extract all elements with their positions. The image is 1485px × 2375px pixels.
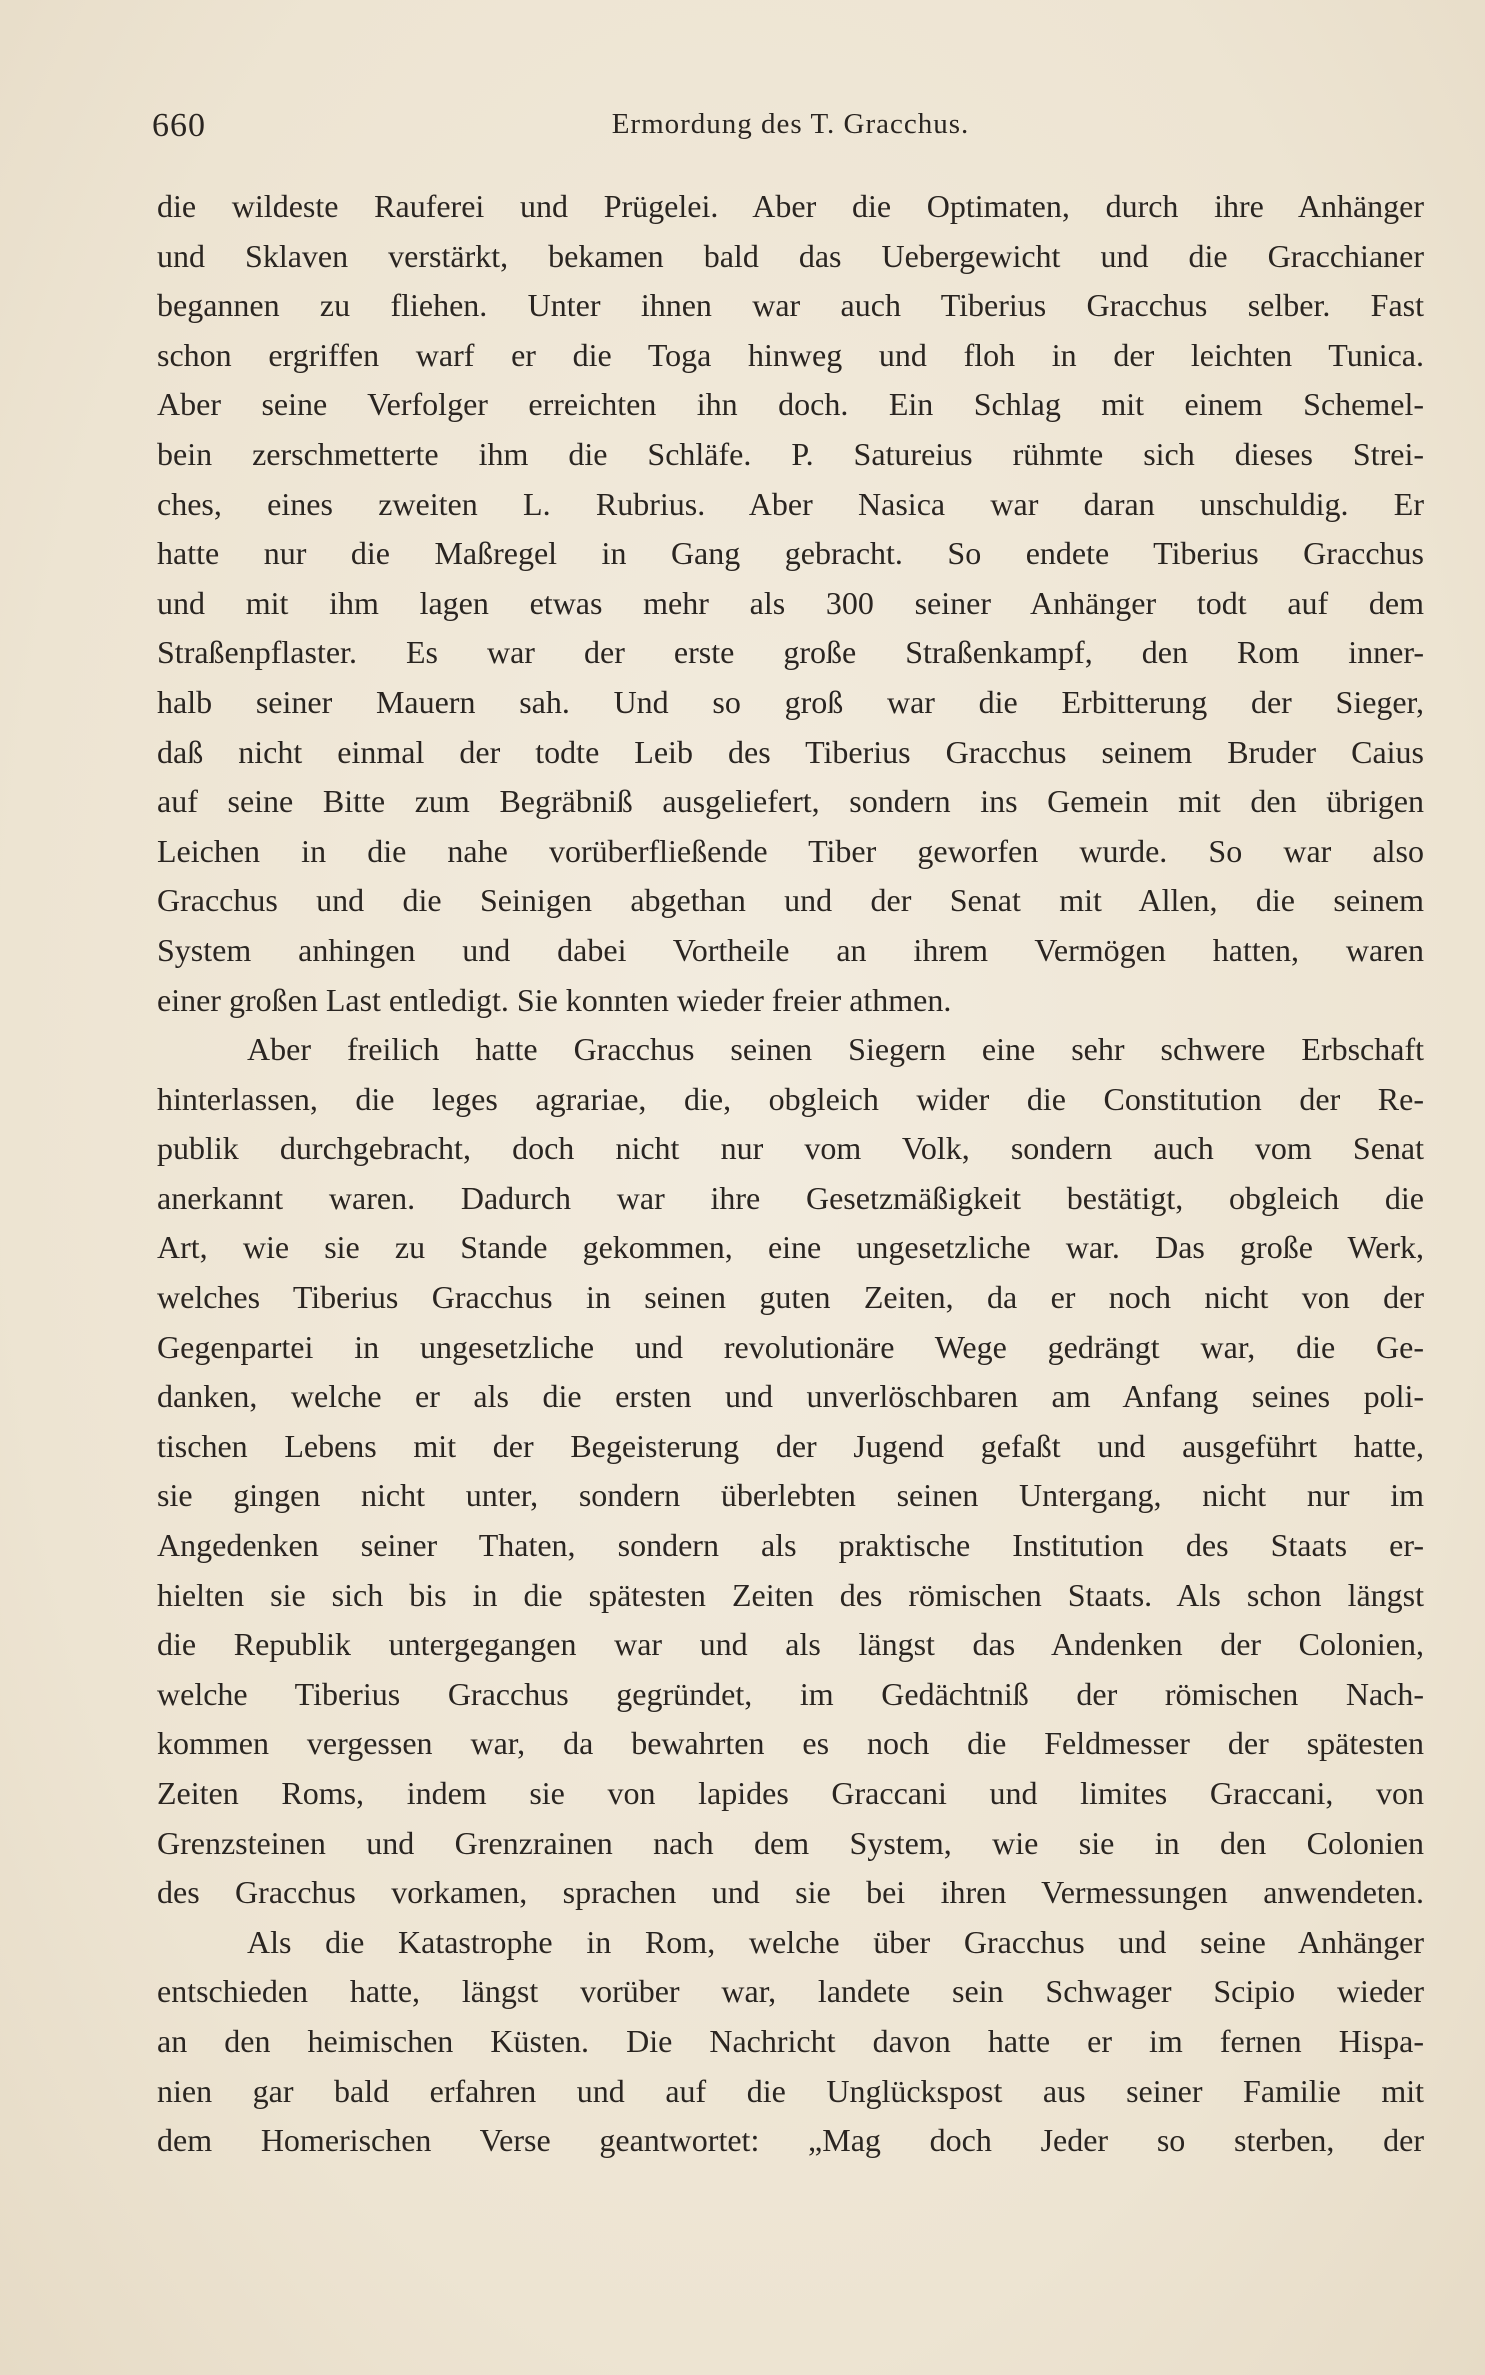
text-line: anerkannt waren. Dadurch war ihre Gesetzmäßigkeit bestätigt, obgleich die bbox=[157, 1179, 1424, 1216]
paragraph-start-line: Als die Katastrophe in Rom, welche über Gracchus und seine Anhänger bbox=[247, 1923, 1424, 1960]
page-number: 660 bbox=[152, 107, 206, 144]
text-line: bein zerschmetterte ihm die Schläfe. P. Satureius rühmte sich dieses Strei- bbox=[157, 435, 1424, 472]
text-line: und Sklaven verstärkt, bekamen bald das Uebergewicht und die Gracchianer bbox=[157, 237, 1424, 274]
text-line: Grenzsteinen und Grenzrainen nach dem System, wie sie in den Colonien bbox=[157, 1824, 1424, 1861]
text-line: ches, eines zweiten L. Rubrius. Aber Nasica war daran unschuldig. Er bbox=[157, 485, 1424, 522]
text-line: Angedenken seiner Thaten, sondern als praktische Institution des Staats er- bbox=[157, 1527, 1424, 1564]
text-line: Aber seine Verfolger erreichten ihn doch. Ein Schlag mit einem Schemel- bbox=[157, 386, 1424, 423]
text-line: daß nicht einmal der todte Leib des Tiberius Gracchus seinem Bruder Caius bbox=[157, 733, 1424, 770]
paragraph-end-line: einer großen Last entledigt. Sie konnten wieder freier athmen. bbox=[157, 981, 952, 1018]
text-line: die wildeste Rauferei und Prügelei. Aber die Optimaten, durch ihre Anhänger bbox=[157, 188, 1424, 224]
text-line: auf seine Bitte zum Begräbniß ausgeliefert, sondern ins Gemein mit den übrigen bbox=[157, 783, 1424, 820]
text-line: sie gingen nicht unter, sondern überlebten seinen Untergang, nicht nur im bbox=[157, 1477, 1424, 1514]
text-line: des Gracchus vorkamen, sprachen und sie bei ihren Vermessungen anwendeten. bbox=[157, 1874, 1424, 1911]
running-head: Ermordung des T. Gracchus. bbox=[611, 108, 970, 140]
text-line: publik durchgebracht, doch nicht nur vom Volk, sondern auch vom Senat bbox=[157, 1130, 1424, 1167]
text-line: hinterlassen, die leges agrariae, die, obgleich wider die Constitution der Re- bbox=[157, 1080, 1424, 1117]
text-line: Art, wie sie zu Stande gekommen, eine ungesetzliche war. Das große Werk, bbox=[157, 1229, 1424, 1266]
text-line: Zeiten Roms, indem sie von lapides Graccani und limites Graccani, von bbox=[157, 1775, 1424, 1811]
text-line: dem Homerischen Verse geantwortet: „Mag doch Jeder so sterben, der bbox=[157, 2122, 1424, 2159]
text-line: nien gar bald erfahren und auf die Unglückspost aus seiner Familie mit bbox=[157, 2072, 1424, 2109]
text-line: und mit ihm lagen etwas mehr als 300 seiner Anhänger todt auf dem bbox=[157, 584, 1424, 621]
text-line: schon ergriffen warf er die Toga hinweg und floh in der leichten Tunica. bbox=[157, 336, 1424, 373]
text-line: System anhingen und dabei Vortheile an ihrem Vermögen hatten, waren bbox=[157, 931, 1424, 968]
text-line: entschieden hatte, längst vorüber war, landete sein Schwager Scipio wieder bbox=[157, 1973, 1424, 2010]
text-line: begannen zu fliehen. Unter ihnen war auch Tiberius Gracchus selber. Fast bbox=[157, 287, 1424, 324]
text-line: halb seiner Mauern sah. Und so groß war die Erbitterung der Sieger, bbox=[157, 683, 1424, 720]
text-line: welches Tiberius Gracchus in seinen guten Zeiten, da er noch nicht von der bbox=[157, 1279, 1424, 1316]
text-line: die Republik untergegangen war und als längst das Andenken der Colonien, bbox=[157, 1626, 1424, 1663]
text-line: Leichen in die nahe vorüberfließende Tiber geworfen wurde. So war also bbox=[157, 832, 1424, 869]
text-line: kommen vergessen war, da bewahrten es noch die Feldmesser der spätesten bbox=[157, 1725, 1424, 1762]
text-line: hielten sie sich bis in die spätesten Zeiten des römischen Staats. Als schon längst bbox=[157, 1576, 1424, 1613]
text-line: Straßenpflaster. Es war der erste große Straßenkampf, den Rom inner- bbox=[157, 634, 1424, 671]
body-text bbox=[157, 182, 1424, 2166]
text-line: hatte nur die Maßregel in Gang gebracht. So endete Tiberius Gracchus bbox=[157, 535, 1424, 572]
text-line: tischen Lebens mit der Begeisterung der Jugend gefaßt und ausgeführt hatte, bbox=[157, 1427, 1424, 1464]
text-line: an den heimischen Küsten. Die Nachricht davon hatte er im fernen Hispa- bbox=[157, 2022, 1424, 2059]
text-line: Gracchus und die Seinigen abgethan und der Senat mit Allen, die seinem bbox=[157, 882, 1424, 919]
text-line: Gegenpartei in ungesetzliche und revolutionäre Wege gedrängt war, die Ge- bbox=[157, 1328, 1424, 1365]
paragraph-start-line: Aber freilich hatte Gracchus seinen Siegern eine sehr schwere Erbschaft bbox=[247, 1031, 1424, 1068]
text-line: welche Tiberius Gracchus gegründet, im Gedächtniß der römischen Nach- bbox=[157, 1675, 1424, 1712]
text-line: danken, welche er als die ersten und unverlöschbaren am Anfang seines poli- bbox=[157, 1378, 1424, 1415]
